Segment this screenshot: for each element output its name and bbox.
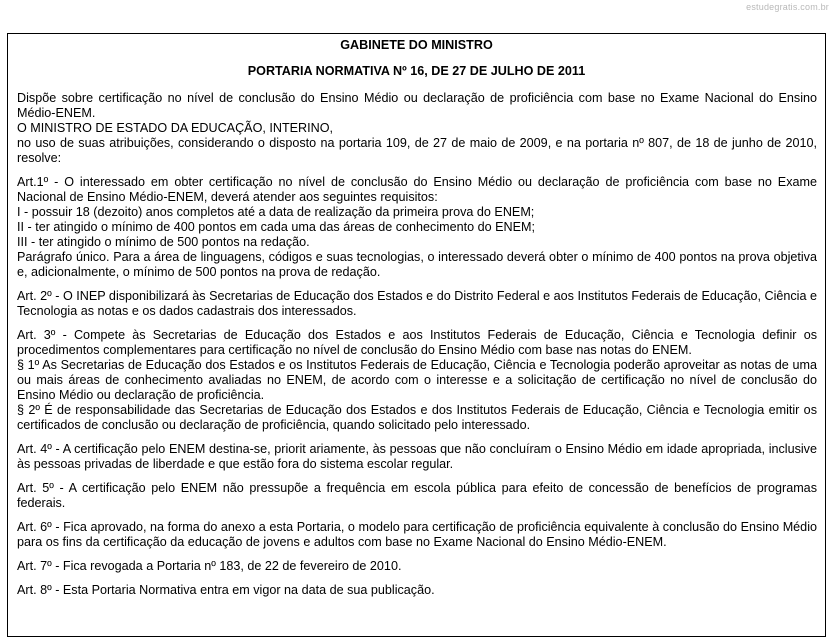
preamble-summary: Dispõe sobre certificação no nível de conclusão do Ensino Médio ou declaração de proficiência com base no Exame Nacional do Ensino Médio-ENEM. (17, 91, 817, 120)
preamble-authority: O MINISTRO DE ESTADO DA EDUCAÇÃO, INTERINO, (17, 121, 334, 135)
article-8 (17, 583, 817, 598)
preamble (17, 91, 817, 166)
article-1-item-ii: II - ter atingido o mínimo de 400 pontos em cada uma das áreas de conhecimento do ENEM; (17, 220, 536, 234)
article-2-text: Art. 2º - O INEP disponibilizará às Secretarias de Educação dos Estados e do Distrito Federal e aos Institutos Federais de Educação, Ciência e Tecnologia as notas e os dados cadastrais dos interessados. (17, 289, 817, 318)
article-5-text: Art. 5º - A certificação pelo ENEM não pressupõe a frequência em escola pública para efeito de concessão de benefícios de programas federais. (17, 481, 817, 510)
article-1-item-iii: III - ter atingido o mínimo de 500 pontos na redação. (17, 235, 310, 249)
article-3-paragraph-1: § 1º As Secretarias de Educação dos Estados e os Institutos Federais de Educação, Ciência e Tecnologia poderão aproveitar as notas de uma ou mais áreas de conhecimento avaliadas no ENEM, de acordo com o interesse e a solicitação de certificação no nível de conclusão do Ensino Médio ou declaração de proficiência. (17, 358, 817, 402)
department-heading: GABINETE DO MINISTRO (340, 38, 493, 52)
article-6-text: Art. 6º - Fica aprovado, na forma do anexo a esta Portaria, o modelo para certificação de proficiência equivalente à conclusão do Ensino Médio para os fins da certificação da educação de jovens e adultos com base no Exame Nacional do Ensino Médio-ENEM. (17, 520, 817, 549)
preamble-resolution: no uso de suas atribuições, considerando o disposto na portaria 109, de 27 de maio de 2009, e na portaria nº 807, de 18 de junho de 2010, resolve: (17, 136, 817, 165)
article-2 (17, 289, 817, 319)
article-4 (17, 442, 817, 472)
document-frame (7, 33, 826, 637)
article-5 (17, 481, 817, 511)
watermark: estudegratis.com.br (746, 2, 829, 12)
article-3-caput: Art. 3º - Compete às Secretarias de Educação dos Estados e aos Institutos Federais de Educação, Ciência e Tecnologia definir os procedimentos complementares para certificação no nível de conclusão do Ensino Médio com base nas notas do ENEM. (17, 328, 817, 357)
article-7-text: Art. 7º - Fica revogada a Portaria nº 183, de 22 de fevereiro de 2010. (17, 559, 402, 573)
article-8-text: Art. 8º - Esta Portaria Normativa entra em vigor na data de sua publicação. (17, 583, 435, 597)
document-body (17, 91, 817, 607)
article-1-caput: Art.1º - O interessado em obter certificação no nível de conclusão do Ensino Médio ou declaração de proficiência com base no Exame Nacional de Ensino Médio-ENEM, deverá atender aos seguintes requisitos: (17, 175, 817, 204)
article-6 (17, 520, 817, 550)
article-3-paragraph-2: § 2º É de responsabilidade das Secretarias de Educação dos Estados e dos Institutos Federais de Educação, Ciência e Tecnologia emitir os certificados de conclusão ou declaração de proficiência, quando solicitado pelo interessado. (17, 403, 817, 432)
article-1-item-i: I - possuir 18 (dezoito) anos completos até a data de realização da primeira prova do ENEM; (17, 205, 535, 219)
ordinance-title: PORTARIA NORMATIVA Nº 16, DE 27 DE JULHO DE 2011 (247, 64, 586, 78)
article-4-text: Art. 4º - A certificação pelo ENEM destina-se, priorit ariamente, às pessoas que não concluíram o Ensino Médio em idade apropriada, inclusive às pessoas privadas de liberdade e que estão fora do sistema escolar regular. (17, 442, 817, 471)
article-7 (17, 559, 817, 574)
article-1 (17, 175, 817, 280)
article-1-sole-paragraph: Parágrafo único. Para a área de linguagens, códigos e suas tecnologias, o interessado deverá obter o mínimo de 400 pontos na prova objetiva e, adicionalmente, o mínimo de 500 pontos na prova de redação. (17, 250, 817, 279)
article-3 (17, 328, 817, 433)
